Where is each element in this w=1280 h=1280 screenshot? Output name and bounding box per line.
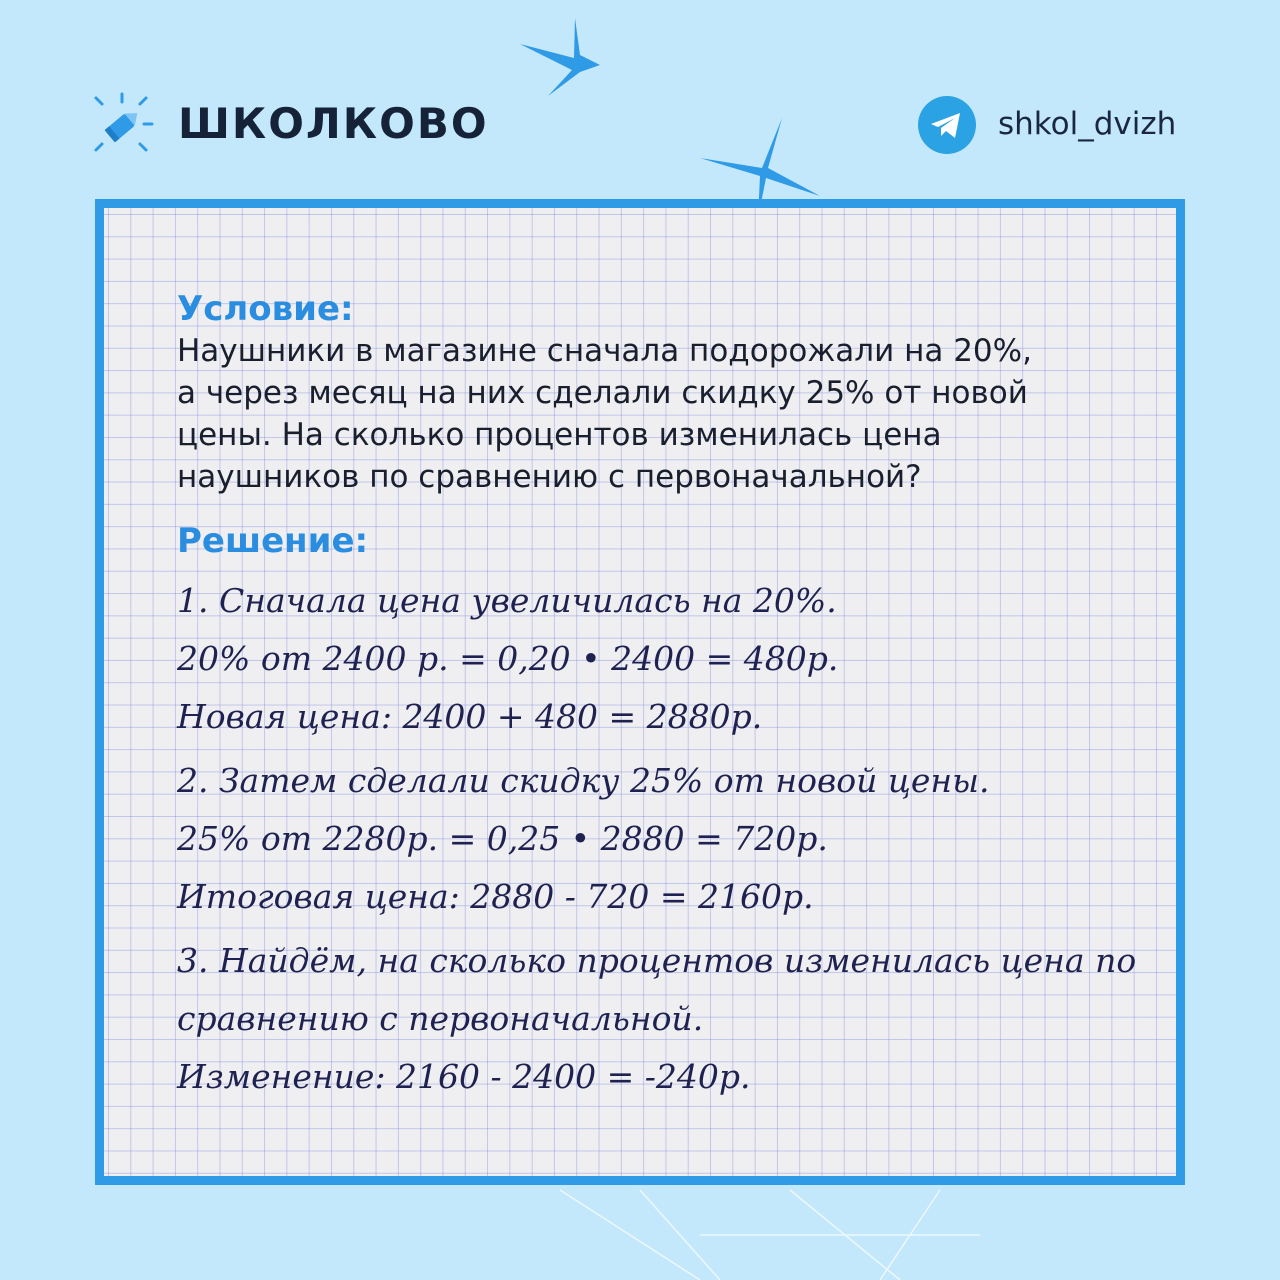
- telegram-icon[interactable]: [918, 96, 976, 154]
- solution-step-3: [177, 932, 1137, 1106]
- pencil-sparkle-icon: [90, 92, 154, 156]
- step-line: 2. Затем сделали скидку 25% от новой цены.: [177, 761, 990, 800]
- solution-heading: Решение:: [177, 521, 369, 561]
- solution-steps: [177, 572, 1137, 1106]
- condition-line: а через месяц на них сделали скидку 25% от новой: [177, 375, 1028, 411]
- condition-line: цены. На сколько процентов изменилась цена: [177, 417, 942, 453]
- step-line: Новая цена: 2400 + 480 = 2880р.: [177, 697, 763, 736]
- solution-step-2: [177, 752, 1137, 926]
- condition-text: [177, 330, 1137, 498]
- worksheet-card: [95, 199, 1185, 1185]
- card-content: [177, 288, 1137, 1106]
- step-line: сравнению с первоначальной.: [177, 999, 704, 1038]
- step-line: 1. Сначала цена увеличилась на 20%.: [177, 581, 837, 620]
- condition-heading: Условие:: [177, 289, 354, 329]
- brand-name: ШКОЛКОВО: [178, 99, 489, 148]
- step-line: 3. Найдём, на сколько процентов изменилась цена по: [177, 941, 1137, 980]
- header: [0, 0, 1280, 200]
- condition-line: Наушники в магазине сначала подорожали на 20%,: [177, 333, 1032, 369]
- condition-line: наушников по сравнению с первоначальной?: [177, 459, 922, 495]
- step-line: Итоговая цена: 2880 - 720 = 2160р.: [177, 877, 814, 916]
- step-line: 20% от 2400 р. = 0,20 • 2400 = 480р.: [177, 639, 839, 678]
- step-line: 25% от 2280р. = 0,25 • 2880 = 720р.: [177, 819, 828, 858]
- step-line: Изменение: 2160 - 2400 = -240р.: [177, 1057, 751, 1096]
- social-handle[interactable]: shkol_dvizh: [998, 106, 1177, 142]
- solution-step-1: [177, 572, 1137, 746]
